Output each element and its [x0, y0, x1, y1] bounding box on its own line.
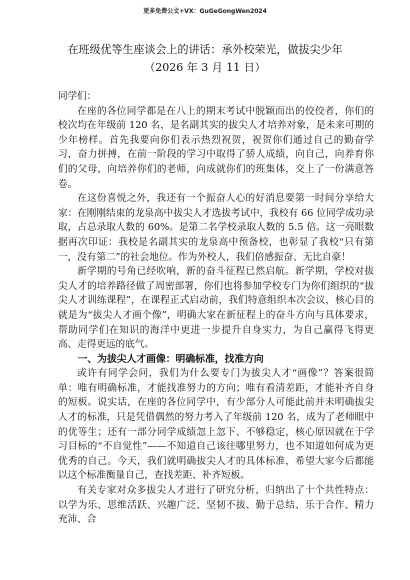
- section-heading: 一、为拔尖人才画像：明确标准，找准方向: [77, 353, 264, 365]
- paragraph: 在座的各位同学都是在八上的期末考试中脱颖而出的佼佼者，你们的校次均在年级前 120 名，是名副其实的拔尖人才培养对象，是未来可期的少年榜样。首先我要向你们表示热烈祝贺，祝贺你们通过自己的勤奋学习，奋力拼搏，在前一阶段的学习中取得了骄人成绩，向自己，向养育你们的父母，向培养你们的老师，向成就你们的班集体，交上了一份满意答卷。: [58, 105, 374, 190]
- speech-body: [58, 90, 374, 528]
- header-note: 更多免费公文+VX：GuGeGongWen2024: [143, 8, 267, 15]
- paragraph: 或许有同学会问，我们为什么要专门为拔尖人才“画像”？答案很简单：唯有明确标准，才能找准努力的方向；唯有看清差距，才能补齐自身的短板。说实话，在座的各位同学中，有少部分人可能此前并未明确拔尖人才的标准，只是凭借偶然的努力考入了年级前 120 名，成为了老师眼中的优等生；还有一部分同学成绩忽上忽下、不够稳定，核心原因就在于学习目标的“不自觉性”——不知道自己该往哪里努力，也不知道如何成为更优秀的自己。今天，我们就明确拔尖人才的具体标准，希望大家今后都能以这个标准衡量自己，查找差距、补齐短板。: [58, 368, 374, 482]
- speech-date: （2026 年 3 月 11 日）: [144, 61, 266, 74]
- salutation: 同学们：: [58, 91, 97, 102]
- paragraph: 新学期的号角已经吹响，新的奋斗征程已然启航。新学期，学校对拔尖人才的培养路径做了周密部署，你们也将参加学校专门为你们组织的“拔尖人才训练课程”，在课程正式启动前，我们特意组织本次会议，核心目的就是为“拔尖人才画个像”，明确大家在新征程上的奋斗方向与具体要求，帮助同学们在知识的海洋中更进一步提升自身实力，为自己赢得飞得更高、走得更远的底气。: [58, 266, 374, 351]
- paragraph: 有关专家对众多拔尖人才进行了研究分析，归纳出了十个共性特点：以学为乐、思维活跃、兴趣广泛、坚韧不拔、勤于总结、乐于合作、精力充沛、合: [58, 485, 374, 526]
- paragraph: 在这份喜悦之外，我还有一个振奋人心的好消息要第一时间分享给大家：在刚刚结束的龙泉高中拔尖人才选拔考试中，我校有 66 位同学成功录取，占总录取人数的 60%。是第二名学校录取人数的 5.5 倍。这一亮眼数据再次印证：我校是名副其实的龙泉高中预备校，也彰显了我校“只有第一，没有第二”的社会地位。作为外校人，我们倍感振奋、无比自豪！: [58, 193, 374, 263]
- page-title: 在班级优等生座谈会上的讲话：承外校荣光，做拔尖少年: [67, 43, 343, 56]
